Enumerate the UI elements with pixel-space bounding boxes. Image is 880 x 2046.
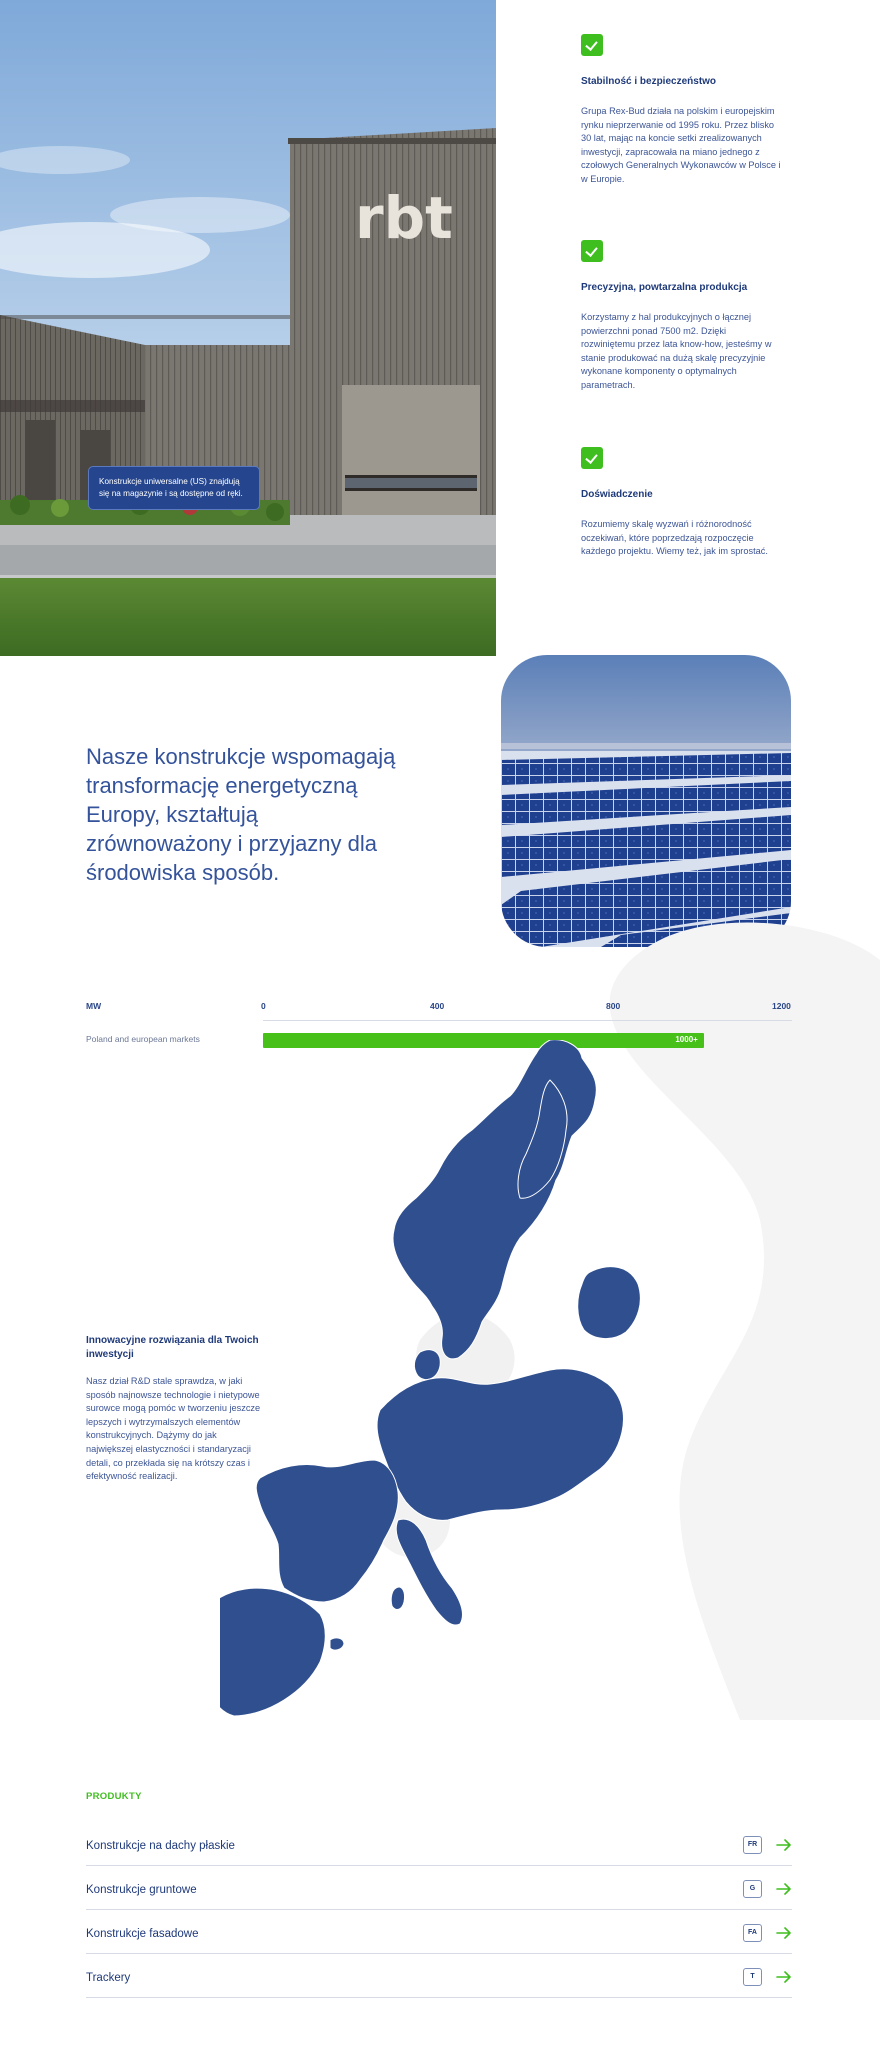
check-icon [581, 447, 603, 469]
innovation-section [86, 1334, 261, 1484]
product-code-badge: FR [743, 1836, 762, 1854]
map-region-baltics [578, 1267, 641, 1339]
chart-category-label: Poland and european markets [86, 1034, 200, 1044]
chart-tick-label: 1200 [772, 1001, 791, 1011]
chart-unit-label: MW [86, 1001, 102, 1011]
check-icon [581, 240, 603, 262]
hero-building-image [0, 0, 496, 656]
check-icon [581, 34, 603, 56]
product-item-facade[interactable] [86, 1910, 792, 1954]
chart-tick-label: 800 [606, 1001, 621, 1011]
chart-bar-value-label: 1000+ [675, 1035, 698, 1044]
product-code-badge: T [743, 1968, 762, 1986]
product-code-badge: G [743, 1880, 762, 1898]
building-illustration [0, 0, 496, 656]
map-region-iberia [220, 1588, 325, 1716]
map-region-sardinia [391, 1587, 404, 1610]
feature-stability [581, 34, 781, 187]
map-region-scandinavia [393, 1040, 596, 1359]
chart-tick-label: 400 [430, 1001, 445, 1011]
europe-markets-map [220, 1040, 740, 1760]
innovation-title: Innowacyjne rozwiązania dla Twoich inwestycji [86, 1335, 259, 1360]
chart-axis-line [263, 1020, 792, 1021]
products-list [86, 1822, 792, 1998]
product-code-badge: FA [743, 1924, 762, 1942]
arrow-right-icon[interactable] [776, 1971, 792, 1983]
map-region-denmark [414, 1350, 440, 1380]
feature-production [581, 240, 781, 393]
feature-text: Korzystamy z hal produkcyjnych o łącznej powierzchni ponad 7500 m2. Dzięki rozwiniętemu przez lata know-how, jesteśmy w stanie produkować na dużą skalę precyzyjnie wykonane komponenty o optymalnych parametrach. [581, 312, 772, 390]
transformation-heading: Nasze konstrukcje wspomagają transformację energetyczną Europy, kształtują zrównoważony i przyjazny dla środowiska sposób. [86, 744, 396, 885]
chart-tick-label: 0 [261, 1001, 266, 1011]
feature-title: Stabilność i bezpieczeństwo [581, 76, 717, 87]
solar-panels-image [501, 655, 791, 947]
product-name: Trackery [86, 1971, 131, 1984]
product-name: Konstrukcje fasadowe [86, 1927, 199, 1940]
stock-callout: Konstrukcje uniwersalne (US) znajdują się na magazynie i są dostępne od ręki. [88, 466, 260, 510]
map-region-italy [396, 1519, 462, 1625]
product-name: Konstrukcje na dachy płaskie [86, 1839, 235, 1852]
feature-title: Precyzyjna, powtarzalna produkcja [581, 282, 748, 293]
arrow-right-icon[interactable] [776, 1927, 792, 1939]
arrow-right-icon[interactable] [776, 1839, 792, 1851]
products-heading: PRODUKTY [86, 1791, 142, 1802]
rbt-logo: rbt [355, 184, 453, 252]
feature-title: Doświadczenie [581, 489, 653, 500]
innovation-text: Nasz dział R&D stale sprawdza, w jaki sposób najnowsze technologie i nietypowe surowce mogą pomóc w tworzeniu jeszcze lepszych i wytrzymalszych elementów konstrukcyjnych. Dążymy do jak największej elastyczności i standaryzacji detali, co przekłada się na krótszy czas i efektywność realizacji. [86, 1376, 261, 1482]
feature-text: Grupa Rex-Bud działa na polskim i europejskim rynku nieprzerwanie od 1995 roku. Przez blisko 30 lat, mając na koncie setki zrealizowanych inwestycji, zapracowała na miano jednego z czołowych Generalnych Wykonawców w Polsce i w Europie. [581, 106, 781, 184]
map-region-balearic [330, 1638, 344, 1650]
product-item-flat-roof[interactable] [86, 1822, 792, 1866]
product-item-ground[interactable] [86, 1866, 792, 1910]
map-region-france [256, 1460, 398, 1602]
product-name: Konstrukcje gruntowe [86, 1883, 197, 1896]
feature-experience [581, 447, 781, 559]
arrow-right-icon[interactable] [776, 1883, 792, 1895]
product-item-trackers[interactable] [86, 1954, 792, 1998]
map-region-central-europe [377, 1369, 623, 1521]
feature-text: Rozumiemy skalę wyzwań i różnorodność oczekiwań, które poprzedzają rozpoczęcie każdego projektu. Wiemy też, jak im sprostać. [581, 519, 768, 557]
